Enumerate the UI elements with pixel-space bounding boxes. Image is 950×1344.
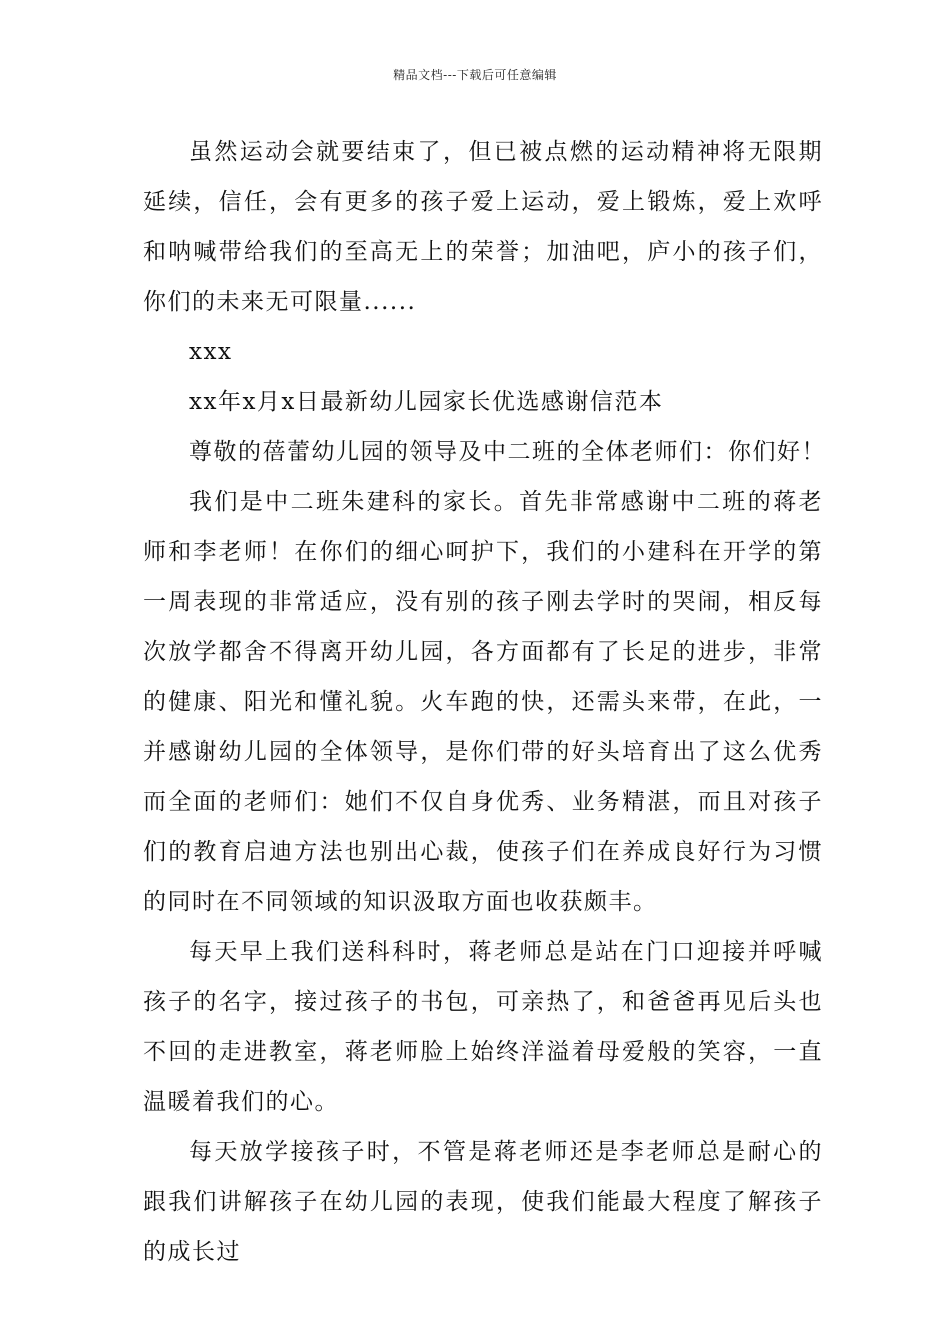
paragraph-thanks-teachers: 我们是中二班朱建科的家长。首先非常感谢中二班的蒋老师和李老师！在你们的细心呵护下，我们的小建科在开学的第一周表现的非常适应，没有别的孩子刚去学时的哭闹，相反每次放学都舍不得离开幼儿园，各方面都有了长足的进步，非常的健康、阳光和懂礼貌。火车跑的快，还需头来带，在此，一并感谢幼儿园的全体领导，是你们带的好头培育出了这么优秀而全面的老师们：她们不仅自身优秀、业务精湛，而且对孩子们的教育启迪方法也别出心裁，使孩子们在养成良好行为习惯的同时在不同领域的知识汲取方面也收获颇丰。	[143, 489, 823, 915]
header-note: 精品文档---下载后可任意编辑	[393, 68, 557, 82]
letter-greeting: 尊敬的蓓蕾幼儿园的领导及中二班的全体老师们：你们好！	[189, 439, 826, 465]
signature: xxx	[189, 339, 233, 365]
paragraph-morning-dropoff: 每天早上我们送科科时，蒋老师总是站在门口迎接并呼喊孩子的名字，接过孩子的书包，可亲热了，和爸爸再见后头也不回的走进教室，蒋老师脸上始终洋溢着母爱般的笑容，一直温暖着我们的心。	[143, 939, 823, 1115]
document-body	[143, 127, 826, 1277]
paragraph-afternoon-pickup: 每天放学接孩子时，不管是蒋老师还是李老师总是耐心的跟我们讲解孩子在幼儿园的表现，使我们能最大程度了解孩子的成长过	[143, 1139, 823, 1265]
date-title-line: xx年x月x日最新幼儿园家长优选感谢信范本	[189, 389, 664, 415]
paragraph-sports-closing: 虽然运动会就要结束了，但已被点燃的运动精神将无限期延续，信任，会有更多的孩子爱上运动，爱上锻炼，爱上欢呼和呐喊带给我们的至高无上的荣誉；加油吧，庐小的孩子们，你们的未来无可限量......	[143, 139, 823, 315]
